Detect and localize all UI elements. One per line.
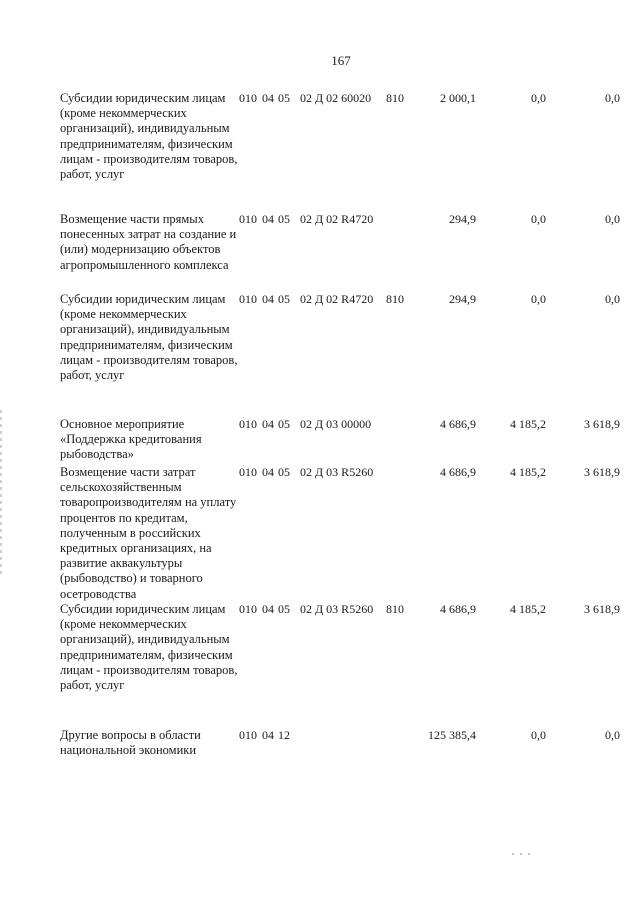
article-code: 02 Д 03 00000	[300, 417, 372, 431]
table-row	[0, 292, 640, 383]
amount-year-3: 0,0	[605, 292, 620, 306]
section-code: 04	[262, 728, 274, 742]
amount-year-2: 4 185,2	[510, 465, 546, 479]
subsection-code: 05	[278, 91, 290, 105]
amount-year-2: 4 185,2	[510, 602, 546, 616]
amount-year-3: 0,0	[605, 91, 620, 105]
amount-year-1: 4 686,9	[440, 417, 476, 431]
amount-year-2: 0,0	[531, 292, 546, 306]
subsection-code: 05	[278, 212, 290, 226]
row-name: Возмещение части прямых понесенных затрат на создание и (или) модернизацию объектов агропромышленного комплекса	[60, 212, 237, 272]
ministry-code: 010	[239, 292, 257, 306]
expense-kind-code: 810	[386, 292, 404, 306]
article-code: 02 Д 02 R4720	[300, 292, 374, 306]
subsection-code: 05	[278, 417, 290, 431]
amount-year-1: 294,9	[449, 292, 476, 306]
table-row	[0, 602, 640, 693]
ministry-code: 010	[239, 212, 257, 226]
row-name: Субсидии юридическим лицам (кроме некоммерческих организаций), индивидуальным предпринимателям, физическим лицам - производителям товаров, работ, услуг	[60, 91, 238, 182]
row-name: Возмещение части затрат сельскохозяйственным товаропроизводителям на уплату процентов по кредитам, полученным в российских кредитных организациях, на развитие аквакультуры (рыбоводство) и товарного осетроводства	[60, 465, 237, 601]
subsection-code: 12	[278, 728, 290, 742]
amount-year-3: 3 618,9	[584, 417, 620, 431]
ministry-code: 010	[239, 465, 257, 479]
table-row	[0, 728, 640, 758]
scan-margin-mark	[0, 410, 2, 575]
section-code: 04	[262, 417, 274, 431]
table-row	[0, 417, 640, 462]
expense-kind-code: 810	[386, 602, 404, 616]
amount-year-3: 3 618,9	[584, 465, 620, 479]
page-number: 167	[331, 53, 351, 68]
article-code: 02 Д 02 R4720	[300, 212, 374, 226]
scan-dots	[512, 853, 536, 855]
amount-year-1: 4 686,9	[440, 602, 476, 616]
row-name: Другие вопросы в области национальной экономики	[60, 728, 201, 758]
ministry-code: 010	[239, 417, 257, 431]
ministry-code: 010	[239, 91, 257, 105]
amount-year-3: 3 618,9	[584, 602, 620, 616]
amount-year-3: 0,0	[605, 728, 620, 742]
ministry-code: 010	[239, 728, 257, 742]
section-code: 04	[262, 465, 274, 479]
section-code: 04	[262, 91, 274, 105]
amount-year-1: 4 686,9	[440, 465, 476, 479]
amount-year-1: 2 000,1	[440, 91, 476, 105]
row-name: Основное мероприятие «Поддержка кредитования рыбоводства»	[60, 417, 202, 462]
section-code: 04	[262, 602, 274, 616]
section-code: 04	[262, 212, 274, 226]
row-name: Субсидии юридическим лицам (кроме некоммерческих организаций), индивидуальным предпринимателям, физическим лицам - производителям товаров, работ, услуг	[60, 602, 238, 693]
table-row	[0, 91, 640, 182]
amount-year-2: 0,0	[531, 728, 546, 742]
amount-year-2: 0,0	[531, 212, 546, 226]
article-code: 02 Д 02 60020	[300, 91, 372, 105]
ministry-code: 010	[239, 602, 257, 616]
amount-year-3: 0,0	[605, 212, 620, 226]
amount-year-1: 125 385,4	[428, 728, 476, 742]
expense-kind-code: 810	[386, 91, 404, 105]
table-row	[0, 212, 640, 272]
subsection-code: 05	[278, 292, 290, 306]
article-code: 02 Д 03 R5260	[300, 465, 374, 479]
subsection-code: 05	[278, 465, 290, 479]
table-row	[0, 465, 640, 601]
section-code: 04	[262, 292, 274, 306]
article-code: 02 Д 03 R5260	[300, 602, 374, 616]
amount-year-2: 4 185,2	[510, 417, 546, 431]
amount-year-1: 294,9	[449, 212, 476, 226]
row-name: Субсидии юридическим лицам (кроме некоммерческих организаций), индивидуальным предпринимателям, физическим лицам - производителям товаров, работ, услуг	[60, 292, 238, 383]
subsection-code: 05	[278, 602, 290, 616]
amount-year-2: 0,0	[531, 91, 546, 105]
